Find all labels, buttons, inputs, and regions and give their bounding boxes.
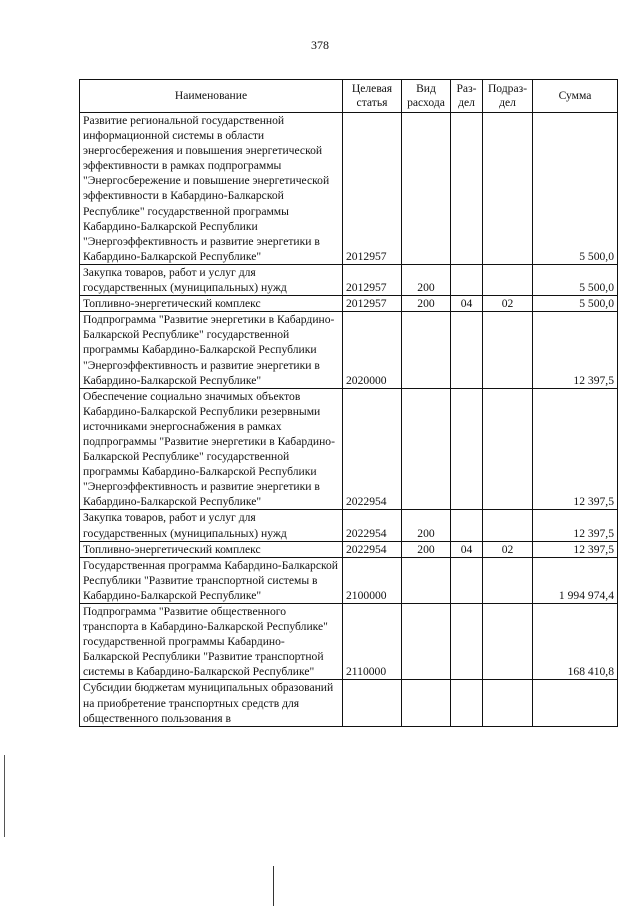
row-code: 2020000 (343, 312, 402, 388)
row-code: 2012957 (343, 113, 402, 265)
row-type (402, 604, 451, 680)
table-row (80, 388, 618, 510)
row-type (402, 113, 451, 265)
row-section (451, 557, 483, 603)
row-code: 2012957 (343, 264, 402, 295)
table-row (80, 113, 618, 265)
row-type: 200 (402, 296, 451, 312)
row-type (402, 680, 451, 726)
header-section: Раз-дел (451, 80, 483, 113)
row-type: 200 (402, 541, 451, 557)
table-row (80, 312, 618, 388)
row-subsection (483, 113, 533, 265)
row-sum: 5 500,0 (533, 264, 618, 295)
row-section: 04 (451, 541, 483, 557)
row-code (343, 680, 402, 726)
row-name: Субсидии бюджетам муниципальных образований на приобретение транспортных средств для общественного пользования в (80, 680, 343, 726)
row-code: 2022954 (343, 388, 402, 510)
margin-line (4, 755, 5, 837)
row-sum (533, 680, 618, 726)
row-name: Подпрограмма "Развитие энергетики в Кабардино-Балкарской Республике" государственной программы Кабардино-Балкарской Республики "Энергоэффективность и развитие энергетики в Кабардино-Балкарской Республике" (80, 312, 343, 388)
row-type (402, 312, 451, 388)
row-subsection (483, 604, 533, 680)
row-sum: 5 500,0 (533, 113, 618, 265)
row-subsection: 02 (483, 296, 533, 312)
row-code: 2022954 (343, 541, 402, 557)
row-sum: 12 397,5 (533, 312, 618, 388)
header-name: Наименование (80, 80, 343, 113)
header-row (80, 80, 618, 113)
table-row (80, 680, 618, 726)
row-subsection (483, 388, 533, 510)
row-name: Подпрограмма "Развитие общественного транспорта в Кабардино-Балкарской Республике" государственной программы Кабардино-Балкарской Республики "Развитие транспортной системы в Кабардино-Балкарской Республике" (80, 604, 343, 680)
row-section (451, 113, 483, 265)
row-section: 04 (451, 296, 483, 312)
table-row (80, 604, 618, 680)
row-sum: 12 397,5 (533, 541, 618, 557)
row-section (451, 312, 483, 388)
row-sum: 1 994 974,4 (533, 557, 618, 603)
row-subsection (483, 680, 533, 726)
header-subsection: Подраз-дел (483, 80, 533, 113)
row-sum: 5 500,0 (533, 296, 618, 312)
header-type: Вид расхода (402, 80, 451, 113)
row-type (402, 557, 451, 603)
row-section (451, 604, 483, 680)
row-code: 2022954 (343, 510, 402, 541)
row-name: Закупка товаров, работ и услуг для государственных (муниципальных) нужд (80, 510, 343, 541)
page-number: 378 (311, 38, 329, 52)
row-section (451, 510, 483, 541)
row-type (402, 388, 451, 510)
row-code: 2110000 (343, 604, 402, 680)
row-subsection: 02 (483, 541, 533, 557)
table-row (80, 264, 618, 295)
row-type: 200 (402, 264, 451, 295)
row-section (451, 388, 483, 510)
row-subsection (483, 557, 533, 603)
header-code: Целевая статья (343, 80, 402, 113)
scan-artifact-line (273, 866, 274, 906)
row-type: 200 (402, 510, 451, 541)
table-row (80, 541, 618, 557)
row-name: Топливно-энергетический комплекс (80, 296, 343, 312)
row-sum: 12 397,5 (533, 388, 618, 510)
row-subsection (483, 264, 533, 295)
row-name: Государственная программа Кабардино-Балкарской Республики "Развитие транспортной системы в Кабардино-Балкарской Республике" (80, 557, 343, 603)
row-section (451, 680, 483, 726)
row-sum: 168 410,8 (533, 604, 618, 680)
table-row (80, 557, 618, 603)
header-sum: Сумма (533, 80, 618, 113)
budget-table (79, 79, 618, 727)
row-name: Закупка товаров, работ и услуг для государственных (муниципальных) нужд (80, 264, 343, 295)
row-code: 2012957 (343, 296, 402, 312)
row-code: 2100000 (343, 557, 402, 603)
row-subsection (483, 312, 533, 388)
row-name: Развитие региональной государственной информационной системы в области энергосбережения и повышения энергетической эффективности в рамках подпрограммы "Энергосбережение и повышение энергетической эффективности в Кабардино-Балкарской Республике" государственной программы Кабардино-Балкарской Республики "Энергоэффективность и развитие энергетики в Кабардино-Балкарской Республике" (80, 113, 343, 265)
table-row (80, 296, 618, 312)
row-name: Обеспечение социально значимых объектов Кабардино-Балкарской Республики резервными источниками энергоснабжения в рамках подпрограммы "Развитие энергетики в Кабардино-Балкарской Республике" государственной программы Кабардино-Балкарской Республики "Энергоэффективность и развитие энергетики в Кабардино-Балкарской Республике" (80, 388, 343, 510)
row-subsection (483, 510, 533, 541)
row-section (451, 264, 483, 295)
row-sum: 12 397,5 (533, 510, 618, 541)
row-name: Топливно-энергетический комплекс (80, 541, 343, 557)
table-row (80, 510, 618, 541)
